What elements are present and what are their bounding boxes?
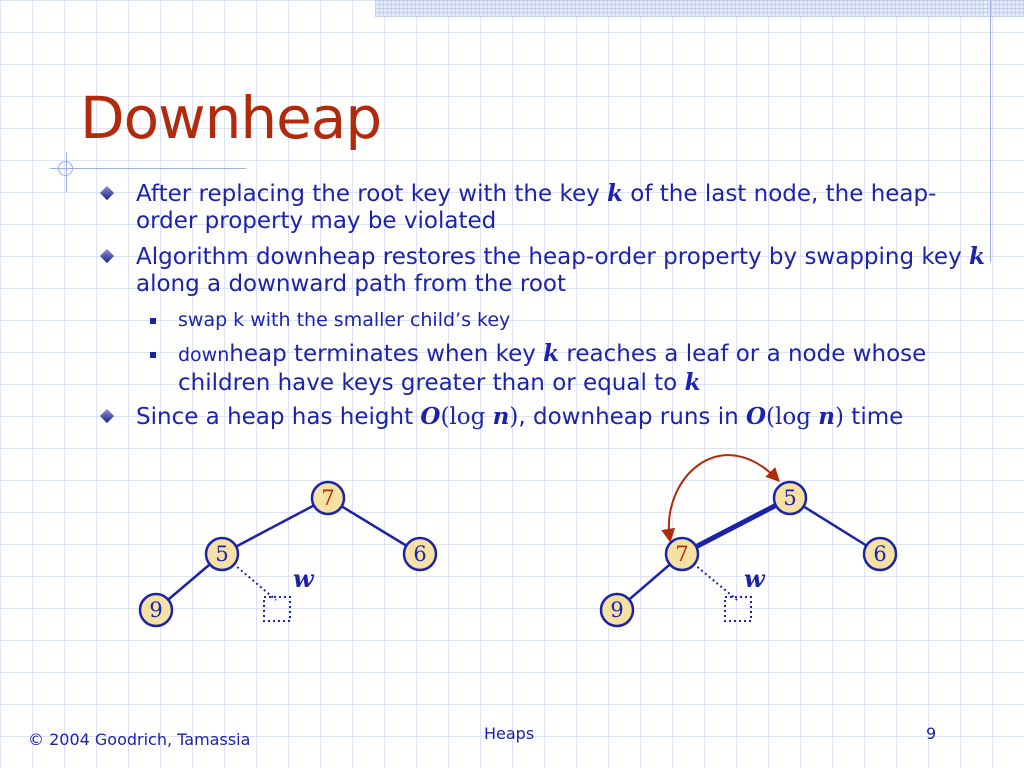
w-label: w bbox=[744, 564, 765, 593]
w-label: w bbox=[293, 564, 314, 593]
sub-bullet-text: swap k with the smaller child’s key bbox=[178, 309, 511, 331]
bullet-text: After replacing the root key with the key bbox=[136, 181, 608, 207]
node-key: 5 bbox=[215, 542, 229, 566]
node-key: 9 bbox=[149, 598, 163, 622]
page-number: 9 bbox=[926, 724, 937, 743]
variable-k: k bbox=[607, 180, 623, 207]
bullet-text: Algorithm downheap restores the heap-order property by swapping key bbox=[136, 244, 969, 270]
variable-k: k bbox=[684, 369, 701, 396]
empty-leaf-box bbox=[264, 597, 290, 621]
log-open: (log bbox=[766, 404, 819, 430]
big-o: O bbox=[420, 403, 441, 430]
bullet-text: of the last node, the heap-order property may be violated bbox=[136, 181, 937, 234]
node-key: 7 bbox=[675, 542, 689, 566]
node-key: 6 bbox=[413, 542, 427, 566]
bullet-text: time bbox=[843, 404, 904, 430]
heap-tree-after bbox=[601, 455, 896, 626]
node-key: 9 bbox=[610, 598, 624, 622]
sub-bullet-text: heap terminates when key bbox=[229, 341, 544, 367]
big-o: O bbox=[746, 403, 767, 430]
node-key: 6 bbox=[873, 542, 887, 566]
variable-n: n bbox=[492, 403, 510, 430]
bullet-text: Since a heap has height bbox=[136, 404, 421, 430]
bullet-text: , downheap runs in bbox=[518, 404, 746, 430]
sub-bullet-text: reaches a leaf or a node whose children have keys greater than or equal to bbox=[178, 341, 927, 396]
log-close: ) bbox=[835, 404, 844, 430]
variable-k: k bbox=[543, 340, 560, 367]
bullet-text: along a downward path from the root bbox=[136, 271, 566, 297]
heap-tree-before bbox=[140, 482, 436, 626]
variable-n: n bbox=[818, 403, 835, 430]
swap-arrow-icon bbox=[669, 455, 778, 540]
node-key: 7 bbox=[321, 486, 335, 510]
empty-leaf-box bbox=[725, 597, 751, 621]
variable-k: k bbox=[969, 243, 985, 270]
tree-edge bbox=[222, 498, 328, 554]
node-key: 5 bbox=[783, 486, 797, 510]
footer-copyright: © 2004 Goodrich, Tamassia bbox=[28, 730, 251, 749]
slide-title: Downheap bbox=[80, 84, 382, 152]
log-open: (log bbox=[440, 404, 493, 430]
sub-bullet-small-text: down bbox=[178, 344, 230, 366]
tree-edge-highlighted bbox=[682, 498, 790, 554]
log-close: ) bbox=[509, 404, 519, 430]
footer-title: Heaps bbox=[484, 724, 535, 743]
